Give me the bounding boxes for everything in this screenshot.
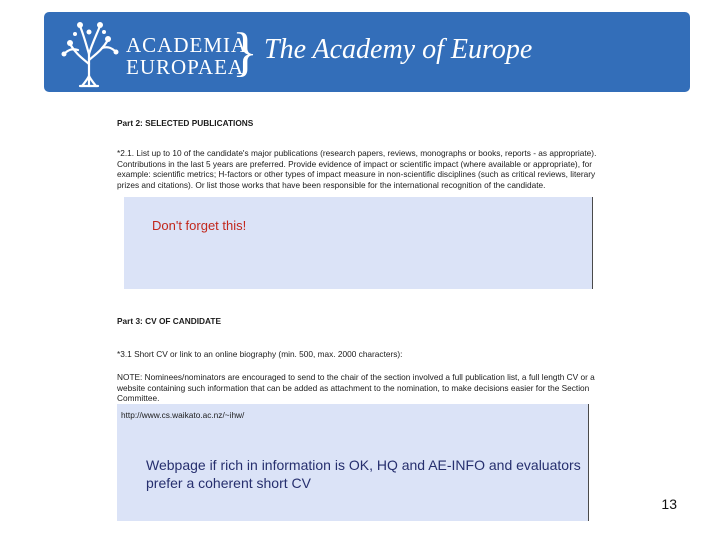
part2-section	[117, 118, 597, 129]
part3-heading: Part 3: CV OF CANDIDATE	[117, 316, 222, 326]
logo-wordmark	[126, 34, 247, 78]
part2-heading: Part 2: SELECTED PUBLICATIONS	[117, 118, 254, 128]
dont-forget-annotation: Don't forget this!	[152, 218, 247, 233]
note-line: Committee.	[117, 393, 160, 403]
part2-instruction-line: Contributions in the last 5 years are preferred. Provide evidence of impact or scientific impact (where available or appropriate), for	[117, 158, 592, 169]
part3-section	[117, 316, 597, 327]
part3-note	[117, 372, 595, 404]
publications-input-box[interactable]	[124, 197, 593, 289]
part2-instruction-line: *2.1. List up to 10 of the candidate's major publications (research papers, reviews, monographs or books, reports - as appropriate).	[117, 148, 597, 158]
note-line: NOTE: Nominees/nominators are encouraged to send to the chair of the section involved a full publication list, a full length CV or a	[117, 372, 595, 382]
logo-line-academia: ACADEMIA	[126, 33, 248, 57]
cv-field-label: *3.1 Short CV or link to an online biography (min. 500, max. 2000 characters):	[117, 349, 403, 359]
logo-brace: }	[232, 22, 258, 82]
webpage-cv-annotation: Webpage if rich in information is OK, HQ and AE-INFO and evaluators prefer a coherent short CV	[146, 457, 581, 491]
page-number: 13	[661, 496, 677, 512]
part3-field-label	[117, 349, 602, 360]
banner-title: The Academy of Europe	[264, 34, 533, 65]
part2-instruction-line: prizes and citations). Or list those works that have been responsible for the international recognition of the candidate.	[117, 179, 546, 190]
part2-instruction-line: example: scientific metrics; H-factors or other types of impact measure in non-scientific disciplines (such as critical reviews, literary	[117, 169, 596, 179]
tree-logo-icon	[58, 14, 120, 90]
logo-line-europaea: EUROPAEA	[126, 55, 245, 79]
academia-europaea-banner	[44, 12, 690, 92]
part2-instructions	[117, 148, 602, 190]
cv-url-value[interactable]: http://www.cs.waikato.ac.nz/~ihw/	[121, 410, 245, 420]
note-line: website containing such information that can be added as attachment to the nomination, to make decisions easier for the Section	[117, 382, 590, 393]
